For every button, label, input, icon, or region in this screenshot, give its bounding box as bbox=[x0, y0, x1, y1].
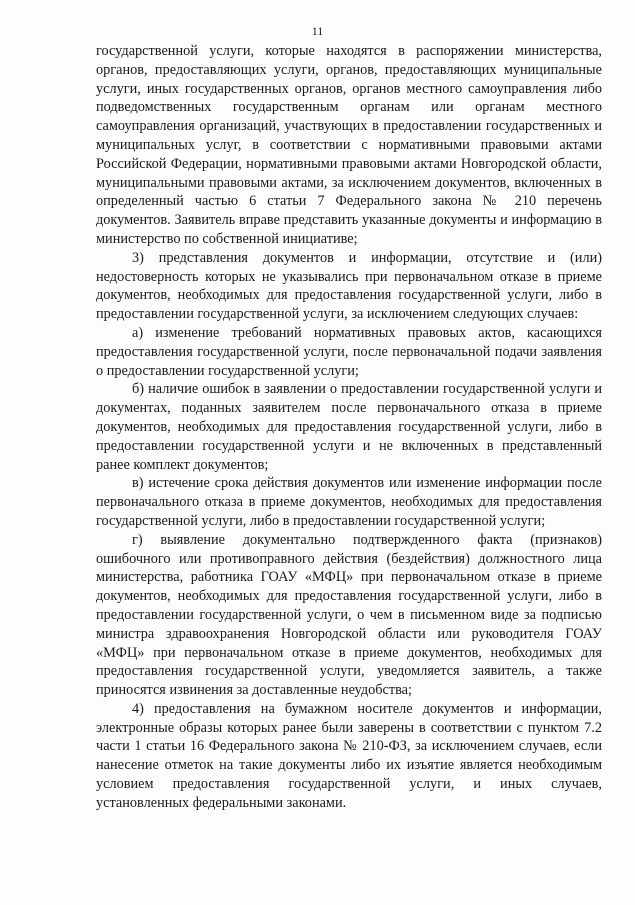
paragraph-subitem-b: б) наличие ошибок в заявлении о предоставлении государственной услуги и документах, поданных заявителем после первоначального отказа в приеме документов, необходимых для предоставления государственной услуги, либо в предоставлении государственной услуги и не включенных в представленный ранее комплект документов; bbox=[96, 381, 602, 473]
paragraph-item-4: 4) предоставления на бумажном носителе документов и информации, электронные образы которых ранее были заверены в соответствии с пунктом 7.2 части 1 статьи 16 Федерального закона № 210-ФЗ, за исключением случаев, если нанесение отметок на такие документы либо их изъятие является необходимым условием предоставления государственной услуги, и иных случаев, установленных федеральными законами. bbox=[96, 700, 602, 811]
document-body bbox=[96, 42, 602, 813]
page-number: 11 bbox=[311, 24, 324, 38]
paragraph-continuation: государственной услуги, которые находятся в распоряжении министерства, органов, предоставляющих услуги, органов, предоставляющих муниципальные услуги, иных государственных органов, органов местного самоуправления либо подведомственных государственным органам или органам местного самоуправления организаций, участвующих в предоставлении государственных и муниципальных услуг, в соответствии с нормативными правовыми актами Российской Федерации, нормативными правовыми актами Новгородской области, муниципальными правовыми актами, за исключением документов, включенных в определенный частью 6 статьи 7 Федерального закона № 210 перечень документов. Заявитель вправе представить указанные документы и информацию в министерство по собственной инициативе; bbox=[96, 43, 602, 247]
paragraph-subitem-g: г) выявление документально подтвержденного факта (признаков) ошибочного или противоправного действия (бездействия) должностного лица министерства, работника ГОАУ «МФЦ» при первоначальном отказе в приеме документов, необходимых для предоставления государственной услуги, либо в предоставлении государственной услуги, о чем в письменном виде за подписью министра здравоохранения Новгородской области или руководителя ГОАУ «МФЦ» при первоначальном отказе в приеме документов, необходимых для предоставления государственной услуги, уведомляется заявитель, а также приносятся извинения за доставленные неудобства; bbox=[96, 531, 602, 699]
paragraph-subitem-a: а) изменение требований нормативных правовых актов, касающихся предоставления государственной услуги, после первоначальной подачи заявления о предоставлении государственной услуги; bbox=[96, 324, 602, 379]
paragraph-item-3: 3) представления документов и информации, отсутствие и (или) недостоверность которых не указывались при первоначальном отказе в приеме документов, необходимых для предоставления государственной услуги, либо в предоставлении государственной услуги, за исключением следующих случаев: bbox=[96, 249, 602, 323]
paragraph-subitem-v: в) истечение срока действия документов или изменение информации после первоначального отказа в приеме документов, необходимых для предоставления государственной услуги, либо в предоставлении государственной услуги; bbox=[96, 475, 602, 529]
